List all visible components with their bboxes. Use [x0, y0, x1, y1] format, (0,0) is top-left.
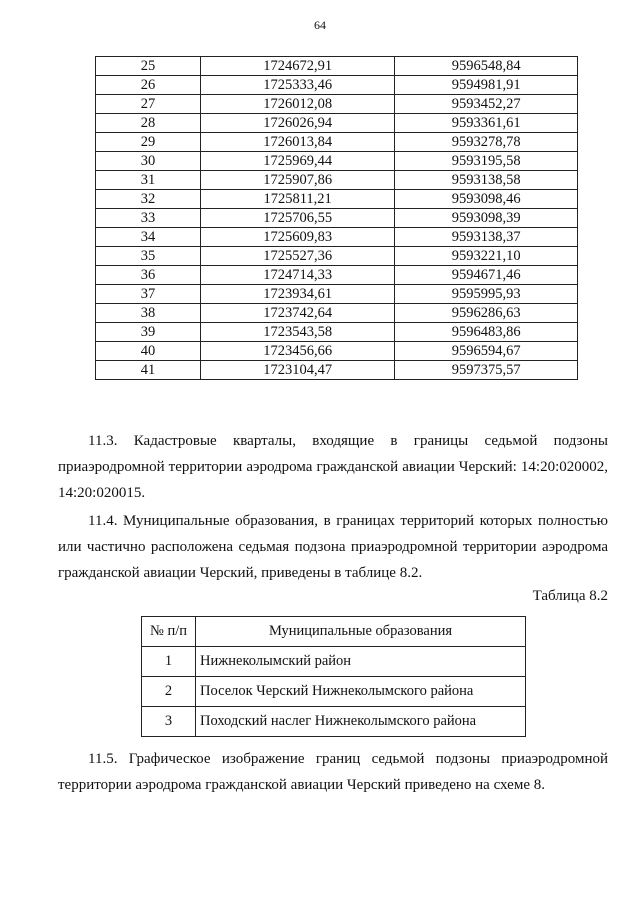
point-number: 28: [96, 114, 201, 133]
table-row: [96, 228, 578, 247]
municipality-name: Походский наслег Нижнеколымского района: [196, 707, 526, 737]
coordinate-y: 9593278,78: [395, 133, 578, 152]
coordinate-x: 1725609,83: [200, 228, 394, 247]
point-number: 27: [96, 95, 201, 114]
point-number: 33: [96, 209, 201, 228]
point-number: 26: [96, 76, 201, 95]
page-number: 64: [314, 18, 326, 32]
coordinate-x: 1726012,08: [200, 95, 394, 114]
coordinate-y: 9593098,46: [395, 190, 578, 209]
table-row: [96, 190, 578, 209]
coordinate-y: 9596594,67: [395, 342, 578, 361]
table-row: [142, 677, 526, 707]
coordinate-y: 9593361,61: [395, 114, 578, 133]
table-row: [96, 304, 578, 323]
coordinate-x: 1723742,64: [200, 304, 394, 323]
point-number: 34: [96, 228, 201, 247]
coordinate-x: 1724672,91: [200, 57, 394, 76]
coordinate-y: 9596548,84: [395, 57, 578, 76]
row-number: 1: [142, 647, 196, 677]
coordinate-y: 9597375,57: [395, 361, 578, 380]
coordinate-y: 9593195,58: [395, 152, 578, 171]
table-row: [96, 247, 578, 266]
coordinate-x: 1726013,84: [200, 133, 394, 152]
point-number: 31: [96, 171, 201, 190]
point-number: 30: [96, 152, 201, 171]
point-number: 39: [96, 323, 201, 342]
point-number: 41: [96, 361, 201, 380]
paragraph-11-5: 11.5. Графическое изображение границ седьмой подзоны приаэродромной территории аэродрома гражданской авиации Черский приведено на схеме 8.: [58, 751, 608, 793]
coordinate-y: 9595995,93: [395, 285, 578, 304]
coordinate-y: 9594981,91: [395, 76, 578, 95]
header-name: Муниципальные образования: [196, 617, 526, 647]
coordinate-x: 1725907,86: [200, 171, 394, 190]
coordinate-y: 9594671,46: [395, 266, 578, 285]
point-number: 36: [96, 266, 201, 285]
point-number: 32: [96, 190, 201, 209]
coordinate-x: 1723543,58: [200, 323, 394, 342]
coordinate-y: 9596483,86: [395, 323, 578, 342]
table-row: [96, 95, 578, 114]
coordinate-x: 1723934,61: [200, 285, 394, 304]
coordinate-x: 1726026,94: [200, 114, 394, 133]
table-row: [96, 114, 578, 133]
table-row: [96, 266, 578, 285]
coordinate-x: 1725527,36: [200, 247, 394, 266]
coordinate-x: 1724714,33: [200, 266, 394, 285]
coordinate-x: 1725333,46: [200, 76, 394, 95]
paragraph-11-4: 11.4. Муниципальные образования, в границах территорий которых полностью или частично расположена седьмая подзона приаэродромной территории аэродрома гражданской авиации Черский, приведены в таблице 8.2.: [58, 513, 608, 581]
coordinate-x: 1723456,66: [200, 342, 394, 361]
point-number: 29: [96, 133, 201, 152]
coordinate-x: 1725969,44: [200, 152, 394, 171]
table-row: [96, 361, 578, 380]
row-number: 3: [142, 707, 196, 737]
coordinate-y: 9593138,37: [395, 228, 578, 247]
row-number: 2: [142, 677, 196, 707]
table-row: [96, 342, 578, 361]
coordinate-y: 9596286,63: [395, 304, 578, 323]
coordinate-y: 9593452,27: [395, 95, 578, 114]
point-number: 35: [96, 247, 201, 266]
coordinate-y: 9593098,39: [395, 209, 578, 228]
point-number: 38: [96, 304, 201, 323]
point-number: 40: [96, 342, 201, 361]
coordinate-y: 9593221,10: [395, 247, 578, 266]
table-row: [96, 57, 578, 76]
coordinate-x: 1723104,47: [200, 361, 394, 380]
table-row: [142, 707, 526, 737]
table-row: [96, 209, 578, 228]
table-row: [96, 323, 578, 342]
paragraph-11-3: 11.3. Кадастровые кварталы, входящие в границы седьмой подзоны приаэродромной территории аэродрома гражданской авиации Черский: 14:20:020002, 14:20:020015.: [58, 433, 608, 501]
table-row: [142, 647, 526, 677]
header-number: № п/п: [142, 617, 196, 647]
coordinate-x: 1725811,21: [200, 190, 394, 209]
municipality-name: Нижнеколымский район: [196, 647, 526, 677]
point-number: 37: [96, 285, 201, 304]
table-caption: Таблица 8.2: [532, 588, 608, 604]
municipality-name: Поселок Черский Нижнеколымского района: [196, 677, 526, 707]
coordinate-x: 1725706,55: [200, 209, 394, 228]
table-row: [96, 285, 578, 304]
table-row: [96, 76, 578, 95]
table-header-row: [142, 617, 526, 647]
table-row: [96, 171, 578, 190]
municipalities-table: [141, 616, 526, 737]
table-row: [96, 133, 578, 152]
table-row: [96, 152, 578, 171]
point-number: 25: [96, 57, 201, 76]
coordinate-y: 9593138,58: [395, 171, 578, 190]
coordinates-table: [95, 56, 578, 380]
